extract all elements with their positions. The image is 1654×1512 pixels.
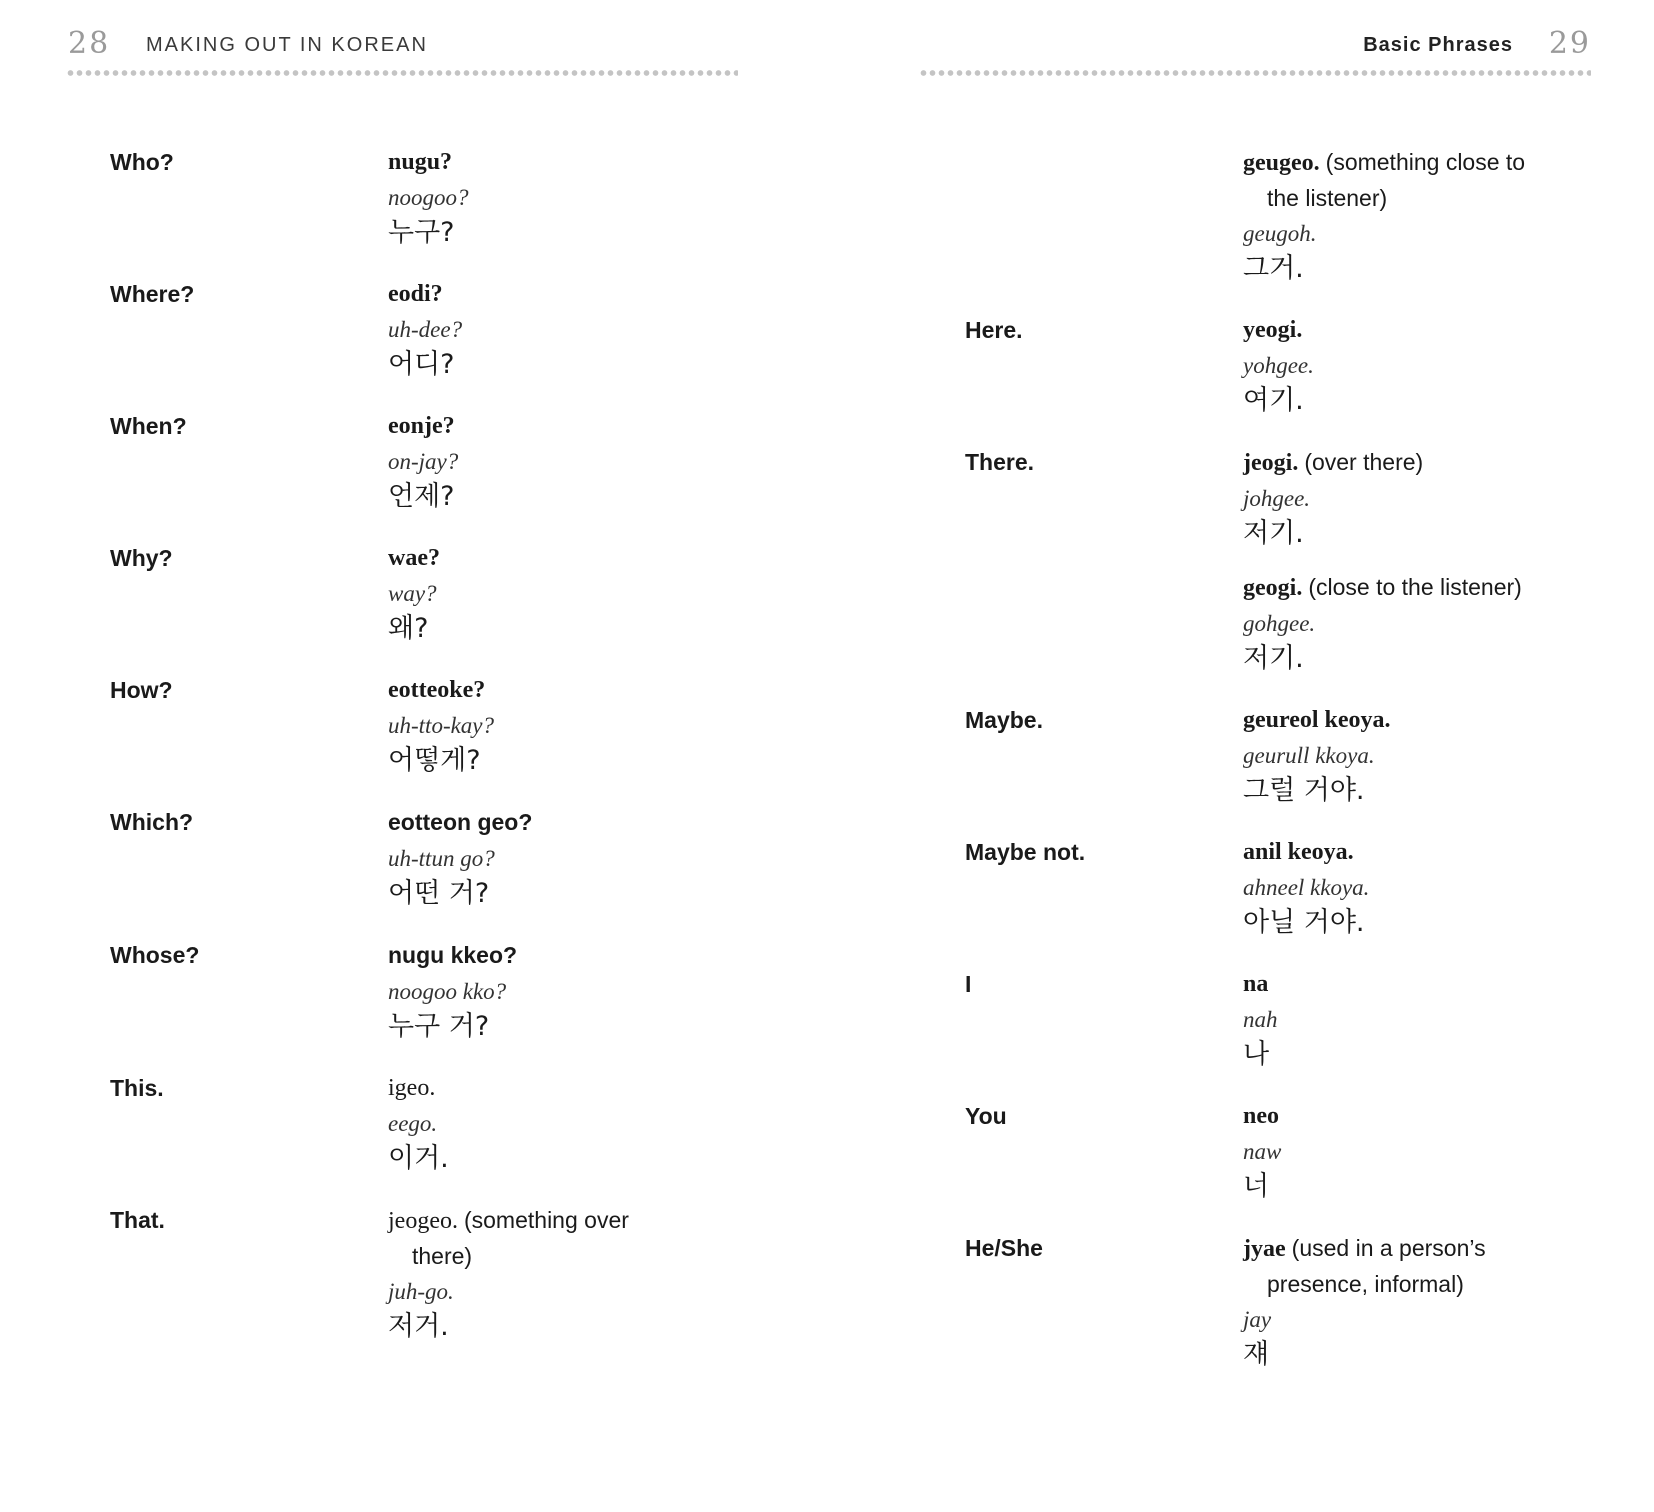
phrase-entry bbox=[965, 145, 1615, 287]
phrase-entry bbox=[110, 409, 770, 515]
english-term: Why? bbox=[110, 545, 173, 571]
romanization: jyae bbox=[1243, 1236, 1286, 1262]
usage-note: (something over bbox=[463, 1207, 629, 1233]
sense bbox=[1243, 445, 1615, 552]
right-page bbox=[827, 0, 1654, 1512]
running-title: Basic Phrases bbox=[1363, 34, 1513, 56]
phrase-entry bbox=[110, 1203, 770, 1345]
romanization: wae? bbox=[388, 545, 440, 571]
english-term: How? bbox=[110, 677, 173, 703]
romanization: nugu? bbox=[388, 149, 453, 175]
english-term: This. bbox=[110, 1075, 164, 1101]
english-term: Whose? bbox=[110, 942, 200, 968]
hangul: 누구 거? bbox=[388, 1011, 490, 1042]
phrase-entry bbox=[110, 277, 770, 383]
hangul: 아닐 거야. bbox=[1243, 907, 1365, 938]
romanization: na bbox=[1243, 971, 1269, 997]
english-term: When? bbox=[110, 413, 187, 439]
english-term: I bbox=[965, 971, 972, 997]
usage-note: (close to the listener) bbox=[1308, 574, 1522, 600]
romanization: geogi. bbox=[1243, 575, 1303, 601]
english-term: Here. bbox=[965, 317, 1023, 343]
pronunciation: noogoo? bbox=[388, 185, 469, 210]
phrase-entry bbox=[965, 967, 1615, 1073]
phrase-entry bbox=[965, 1099, 1615, 1205]
romanization: eonje? bbox=[388, 413, 455, 439]
hangul: 쟤 bbox=[1243, 1339, 1270, 1370]
usage-note-continued: there) bbox=[412, 1243, 473, 1269]
english-term: Maybe. bbox=[965, 707, 1043, 733]
romanization: eodi? bbox=[388, 281, 443, 307]
romanization: neo bbox=[1243, 1103, 1279, 1129]
usage-note: (over there) bbox=[1304, 449, 1424, 475]
pronunciation: juh-go. bbox=[388, 1279, 454, 1304]
phrase-entry bbox=[110, 805, 770, 912]
phrase-entry bbox=[965, 313, 1615, 419]
pronunciation: gohgee. bbox=[1243, 611, 1316, 636]
right-page-header bbox=[923, 26, 1591, 66]
phrase-entry bbox=[965, 445, 1615, 677]
romanization: anil keoya. bbox=[1243, 839, 1354, 865]
pronunciation: geugoh. bbox=[1243, 221, 1317, 246]
romanization: geugeo. bbox=[1243, 150, 1320, 176]
english-term: He/She bbox=[965, 1235, 1043, 1261]
phrase-entry bbox=[110, 1071, 770, 1177]
pronunciation: nah bbox=[1243, 1007, 1278, 1032]
phrase-entry bbox=[110, 541, 770, 647]
romanization: eotteoke? bbox=[388, 677, 486, 703]
left-page-header bbox=[68, 26, 736, 66]
english-term: Where? bbox=[110, 281, 195, 307]
usage-note-continued: the listener) bbox=[1267, 185, 1388, 211]
phrase-entry bbox=[110, 145, 770, 251]
pronunciation: way? bbox=[388, 581, 437, 606]
hangul: 저거. bbox=[388, 1311, 449, 1342]
usage-note: (used in a person’s bbox=[1291, 1235, 1486, 1261]
english-term bbox=[965, 145, 1243, 287]
hangul: 어디? bbox=[388, 349, 455, 380]
hangul: 누구? bbox=[388, 217, 455, 248]
phrase-list bbox=[965, 145, 1615, 1399]
hangul: 나 bbox=[1243, 1039, 1270, 1070]
page-number: 28 bbox=[68, 26, 111, 61]
hangul: 어떤 거? bbox=[388, 878, 490, 909]
phrase-entry bbox=[110, 938, 770, 1045]
hangul: 너 bbox=[1243, 1171, 1270, 1202]
pronunciation: uh-tto-kay? bbox=[388, 713, 495, 738]
pronunciation: naw bbox=[1243, 1139, 1282, 1164]
pronunciation: ahneel kkoya. bbox=[1243, 875, 1370, 900]
english-term: That. bbox=[110, 1207, 165, 1233]
english-term: There. bbox=[965, 449, 1035, 475]
english-term: Who? bbox=[110, 149, 174, 175]
romanization: yeogi. bbox=[1243, 317, 1303, 343]
pronunciation: yohgee. bbox=[1243, 353, 1314, 378]
hangul: 저기. bbox=[1243, 643, 1304, 674]
romanization: igeo. bbox=[388, 1075, 436, 1101]
romanization: eotteon geo? bbox=[388, 809, 533, 835]
usage-note: (something close to bbox=[1325, 149, 1526, 175]
pronunciation: geurull kkoya. bbox=[1243, 743, 1375, 768]
romanization: jeogi. bbox=[1243, 450, 1299, 476]
romanization: jeogeo. bbox=[388, 1208, 458, 1234]
sense bbox=[1243, 570, 1615, 677]
hangul: 그럴 거야. bbox=[1243, 775, 1365, 806]
dotted-rule bbox=[66, 70, 738, 76]
romanization: nugu kkeo? bbox=[388, 942, 518, 968]
phrase-entry bbox=[965, 703, 1615, 809]
english-term: Which? bbox=[110, 809, 194, 835]
pronunciation: eego. bbox=[388, 1111, 438, 1136]
pronunciation: johgee. bbox=[1243, 486, 1311, 511]
pronunciation: uh-ttun go? bbox=[388, 846, 495, 871]
hangul: 언제? bbox=[388, 481, 455, 512]
dotted-rule bbox=[919, 70, 1591, 76]
usage-note-continued: presence, informal) bbox=[1267, 1271, 1464, 1297]
phrase-entry bbox=[965, 835, 1615, 941]
hangul: 저기. bbox=[1243, 518, 1304, 549]
hangul: 그거. bbox=[1243, 253, 1304, 284]
running-title: MAKING OUT IN KOREAN bbox=[146, 34, 428, 56]
phrase-list bbox=[110, 145, 770, 1371]
hangul: 여기. bbox=[1243, 385, 1304, 416]
phrase-entry bbox=[110, 673, 770, 779]
hangul: 왜? bbox=[388, 613, 429, 644]
pronunciation: jay bbox=[1243, 1307, 1272, 1332]
romanization: geureol keoya. bbox=[1243, 707, 1391, 733]
page-number: 29 bbox=[1548, 26, 1591, 61]
pronunciation: on-jay? bbox=[388, 449, 459, 474]
phrase-entry bbox=[965, 1231, 1615, 1373]
pronunciation: noogoo kko? bbox=[388, 979, 507, 1004]
english-term: You bbox=[965, 1103, 1007, 1129]
pronunciation: uh-dee? bbox=[388, 317, 463, 342]
hangul: 이거. bbox=[388, 1143, 449, 1174]
english-term: Maybe not. bbox=[965, 839, 1086, 865]
hangul: 어떻게? bbox=[388, 745, 481, 776]
